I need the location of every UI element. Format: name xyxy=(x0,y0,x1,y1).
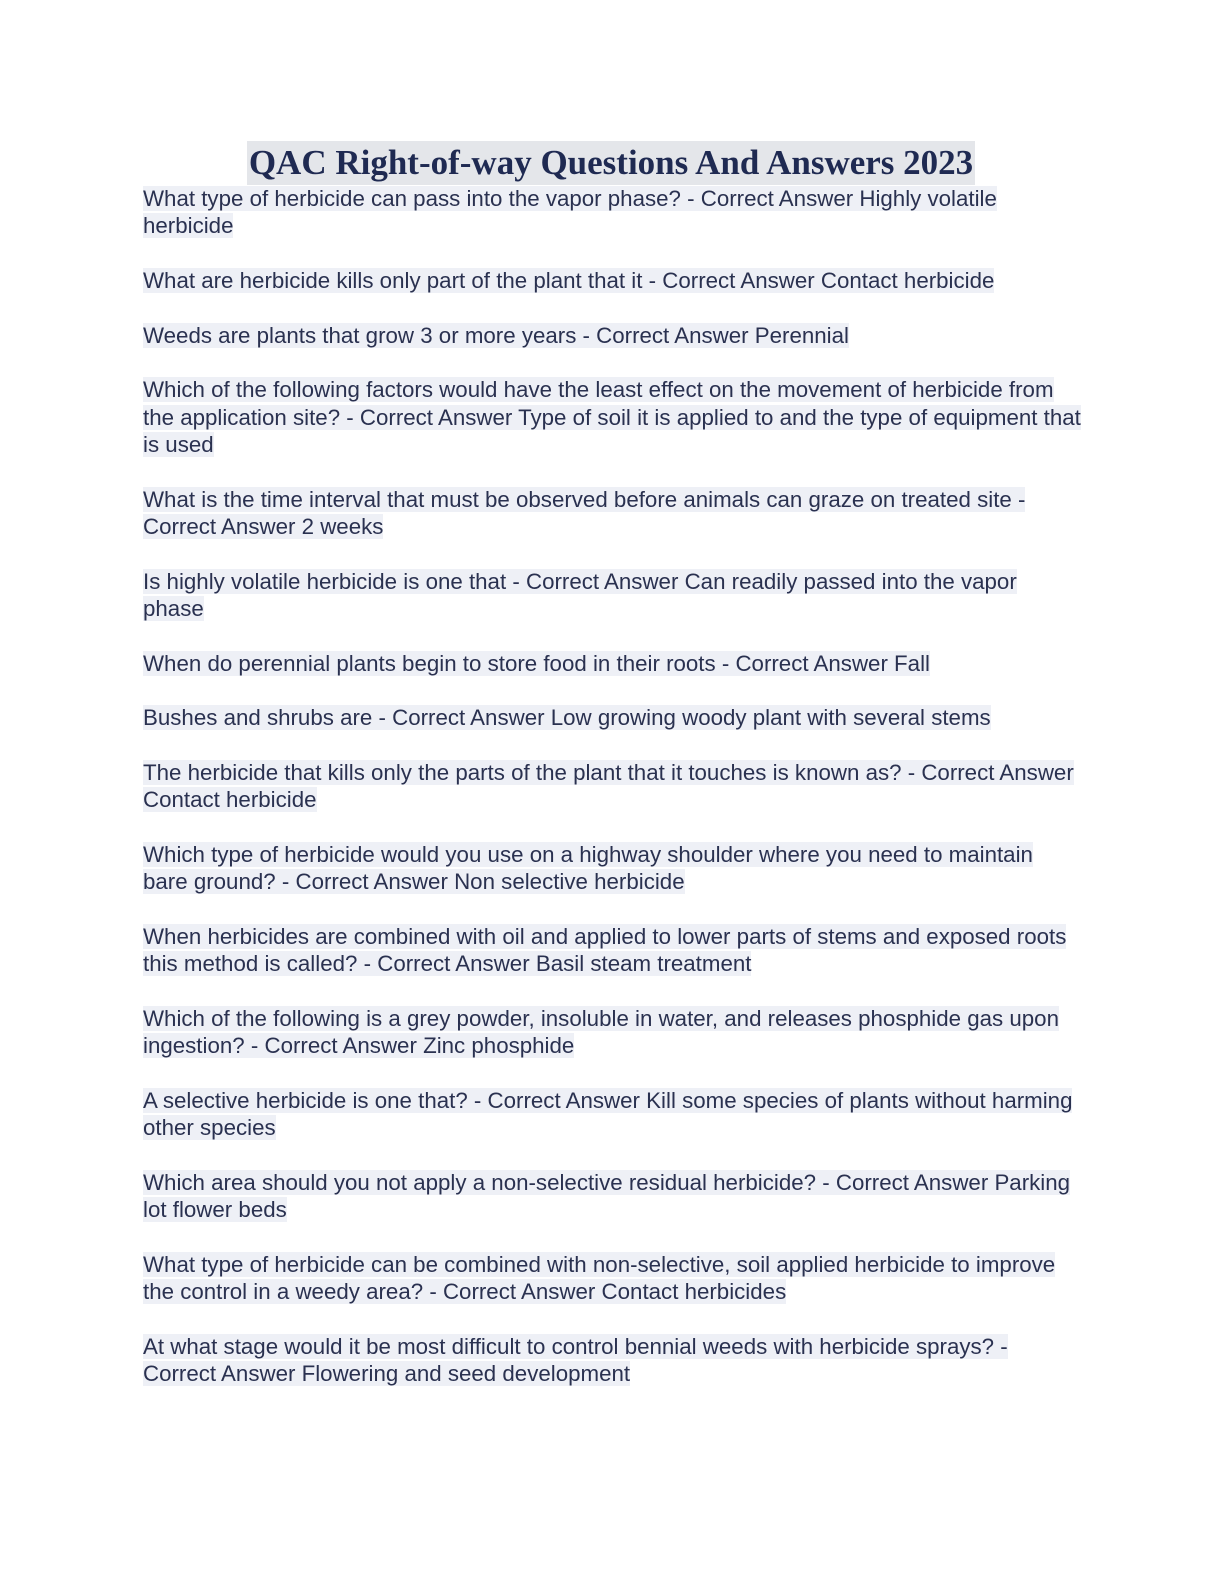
qa-item xyxy=(143,1169,1083,1224)
qa-item xyxy=(143,650,1083,677)
qa-item xyxy=(143,841,1083,896)
qa-item xyxy=(143,1251,1083,1306)
qa-item xyxy=(143,1087,1083,1142)
qa-text: Weeds are plants that grow 3 or more years - Correct Answer Perennial xyxy=(143,322,849,348)
qa-text: What type of herbicide can pass into the vapor phase? - Correct Answer Highly volatile herbicide xyxy=(143,186,997,239)
qa-list xyxy=(143,185,1083,1415)
qa-text: When herbicides are combined with oil and applied to lower parts of stems and exposed roots this method is called? - Correct Answer Basil steam treatment xyxy=(143,923,1067,977)
qa-text: A selective herbicide is one that? - Correct Answer Kill some species of plants without harming other species xyxy=(143,1087,1073,1141)
qa-item xyxy=(143,185,1083,240)
qa-item xyxy=(143,759,1083,814)
qa-text: When do perennial plants begin to store food in their roots - Correct Answer Fall xyxy=(143,650,930,676)
qa-item xyxy=(143,1333,1083,1388)
qa-text: Bushes and shrubs are - Correct Answer Low growing woody plant with several stems xyxy=(143,705,991,731)
qa-item xyxy=(143,376,1083,458)
qa-text: Which type of herbicide would you use on a highway shoulder where you need to maintain bare ground? - Correct Answer Non selective herbicide xyxy=(143,841,1033,895)
qa-item xyxy=(143,486,1083,541)
qa-text: At what stage would it be most difficult to control bennial weeds with herbicide sprays? - Correct Answer Flowering and seed development xyxy=(143,1333,1008,1387)
qa-text: What is the time interval that must be observed before animals can graze on treated site - Correct Answer 2 weeks xyxy=(143,486,1026,539)
qa-text: Which of the following factors would have the least effect on the movement of herbicide from the application site? - Correct Answer Type of soil it is applied to and the type of equipment that is used xyxy=(143,377,1081,457)
qa-text: Is highly volatile herbicide is one that - Correct Answer Can readily passed into the vapor phase xyxy=(143,568,1017,621)
title-container xyxy=(0,141,1224,185)
qa-text: What type of herbicide can be combined with non-selective, soil applied herbicide to improve the control in a weedy area? - Correct Answer Contact herbicides xyxy=(143,1251,1056,1305)
qa-item xyxy=(143,568,1083,623)
qa-text: Which area should you not apply a non-selective residual herbicide? - Correct Answer Parking lot flower beds xyxy=(143,1169,1071,1223)
qa-item xyxy=(143,1005,1083,1060)
qa-item xyxy=(143,923,1083,978)
qa-text: What are herbicide kills only part of the plant that it - Correct Answer Contact herbicide xyxy=(143,268,995,293)
qa-text: The herbicide that kills only the parts of the plant that it touches is known as? - Correct Answer Contact herbicide xyxy=(143,759,1074,813)
qa-item xyxy=(143,322,1083,349)
qa-item xyxy=(143,704,1083,731)
qa-item xyxy=(143,267,1083,294)
qa-text: Which of the following is a grey powder, insoluble in water, and releases phosphide gas upon ingestion? - Correct Answer Zinc phosphide xyxy=(143,1005,1059,1059)
document-title: QAC Right-of-way Questions And Answers 2023 xyxy=(247,141,975,185)
